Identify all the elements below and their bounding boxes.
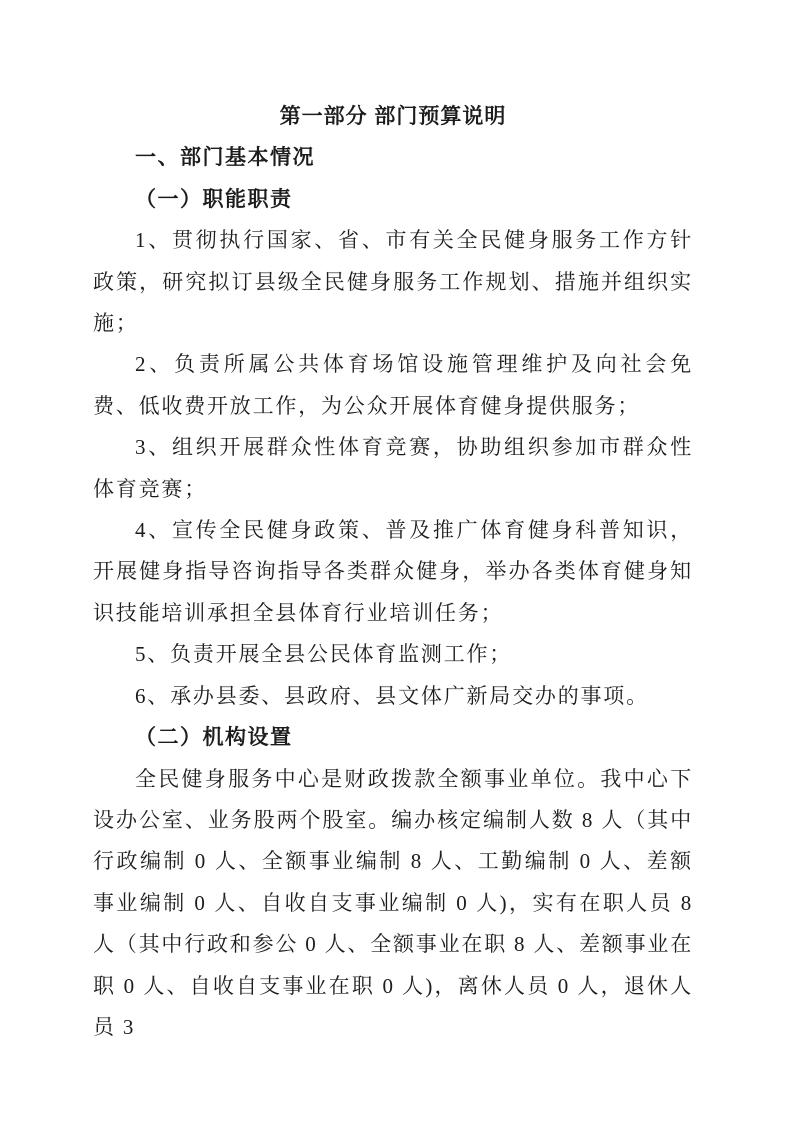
heading-duties: （一）职能职责 bbox=[135, 187, 293, 211]
document-title: 第一部分 部门预算说明 bbox=[279, 105, 507, 128]
paragraph-org-setup: 全民健身服务中心是财政拨款全额事业单位。我中心下设办公室、业务股两个股室。编办核定编制人数 8 人（其中行政编制 0 人、全额事业编制 8 人、工勤编制 0 人、差额事业编制 0 人、自收自支事业编制 0 人)，实有在职人员 8 人（其中行政和参公 0 人、全额事业在职 8 人、差额事业在职 0 人、自收自支事业在职 0 人)，离休人员 0 人，退休人员 3 bbox=[93, 766, 693, 1039]
paragraph-duty-3: 3、组织开展群众性体育竞赛，协助组织参加市群众性体育竞赛； bbox=[93, 435, 693, 501]
document-body bbox=[93, 96, 693, 1048]
heading-dept-basic-info: 一、部门基本情况 bbox=[135, 146, 315, 170]
paragraph-duty-1: 1、贯彻执行国家、省、市有关全民健身服务工作方针政策，研究拟订县级全民健身服务工作规划、措施并组织实施； bbox=[93, 228, 693, 336]
paragraph-duty-2: 2、负责所属公共体育场馆设施管理维护及向社会免费、低收费开放工作，为公众开展体育健身提供服务； bbox=[93, 352, 693, 418]
paragraph-duty-4: 4、宣传全民健身政策、普及推广体育健身科普知识，开展健身指导咨询指导各类群众健身，举办各类体育健身知识技能培训承担全县体育行业培训任务； bbox=[93, 518, 693, 625]
paragraph-duty-5: 5、负责开展全县公民体育监测工作； bbox=[135, 642, 513, 667]
heading-org-setup: （二）机构设置 bbox=[135, 726, 293, 750]
paragraph-duty-6: 6、承办县委、县政府、县文体广新局交办的事项。 bbox=[135, 683, 649, 708]
